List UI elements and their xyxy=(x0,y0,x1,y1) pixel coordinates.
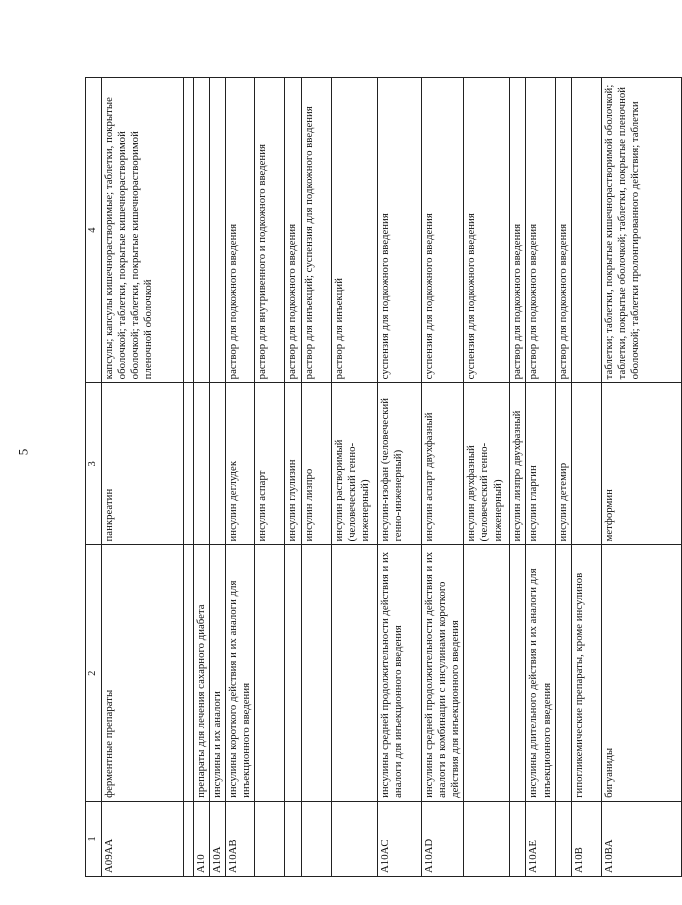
table-row xyxy=(421,78,464,877)
cell-group xyxy=(183,545,193,801)
cell-code xyxy=(285,801,301,876)
cell-name: панкреатин xyxy=(101,383,183,545)
table-row xyxy=(193,78,209,877)
drug-table-sheet xyxy=(85,77,642,877)
cell-name xyxy=(571,383,601,545)
table-row xyxy=(255,78,285,877)
cell-code: A10A xyxy=(209,801,225,876)
cell-group xyxy=(464,545,510,801)
cell-code: A09AA xyxy=(101,801,183,876)
cell-code xyxy=(331,801,377,876)
cell-code: A10AD xyxy=(421,801,464,876)
cell-name xyxy=(209,383,225,545)
cell-form: суспензия для подкожного введения xyxy=(421,78,464,383)
cell-form: раствор для внутривенного и подкожного введения xyxy=(255,78,285,383)
cell-group xyxy=(510,545,526,801)
cell-name: инсулин детемир xyxy=(555,383,571,545)
table-row xyxy=(377,78,421,877)
table-row xyxy=(285,78,301,877)
cell-name: инсулин гларгин xyxy=(526,383,555,545)
cell-form: таблетки; таблетки, покрытые кишечнорастворимой оболочкой; таблетки, покрытые оболочкой; таблетки, покрытые пленочной оболочкой; таблетки пролонгированного действия; таблетки xyxy=(601,78,681,383)
cell-group: инсулины короткого действия и их аналоги для инъекционного введения xyxy=(226,545,255,801)
cell-code xyxy=(301,801,331,876)
cell-name: инсулин растворимый (человеческий генно-инженерный) xyxy=(331,383,377,545)
table-row xyxy=(301,78,331,877)
cell-form: суспензия для подкожного введения xyxy=(377,78,421,383)
cell-code: A10BA xyxy=(601,801,681,876)
cell-name: инсулин лизпро xyxy=(301,383,331,545)
cell-name: инсулин глулизин xyxy=(285,383,301,545)
cell-code xyxy=(510,801,526,876)
table-row xyxy=(209,78,225,877)
cell-group: инсулины длительного действия и их аналоги для инъекционного введения xyxy=(526,545,555,801)
cell-name xyxy=(183,383,193,545)
cell-form: раствор для инъекций xyxy=(331,78,377,383)
cell-form: раствор для подкожного введения xyxy=(510,78,526,383)
table-row xyxy=(571,78,601,877)
table-row xyxy=(331,78,377,877)
cell-form: суспензия для подкожного введения xyxy=(464,78,510,383)
drug-table xyxy=(85,77,682,877)
cell-code xyxy=(464,801,510,876)
cell-group: гипогликемические препараты, кроме инсулинов xyxy=(571,545,601,801)
table-header-row xyxy=(86,78,102,877)
cell-form: раствор для подкожного введения xyxy=(555,78,571,383)
cell-group: инсулины средней продолжительности действия и их аналоги в комбинации с инсулинами короткого действия для инъекционного введения xyxy=(421,545,464,801)
cell-code xyxy=(555,801,571,876)
cell-code xyxy=(255,801,285,876)
cell-name: инсулин деглудек xyxy=(226,383,255,545)
column-header: 4 xyxy=(86,78,102,383)
cell-code: A10AE xyxy=(526,801,555,876)
table-row xyxy=(601,78,681,877)
table-row xyxy=(183,78,193,877)
cell-name: инсулин двухфазный (человеческий генно-инженерный) xyxy=(464,383,510,545)
cell-group xyxy=(555,545,571,801)
cell-group xyxy=(331,545,377,801)
cell-code: A10B xyxy=(571,801,601,876)
cell-name: метформин xyxy=(601,383,681,545)
cell-code xyxy=(183,801,193,876)
cell-group: ферментные препараты xyxy=(101,545,183,801)
table-row xyxy=(464,78,510,877)
cell-form: раствор для подкожного введения xyxy=(285,78,301,383)
cell-code: A10 xyxy=(193,801,209,876)
cell-form: раствор для инъекций; суспензия для подкожного введения xyxy=(301,78,331,383)
column-header: 3 xyxy=(86,383,102,545)
cell-code: A10AC xyxy=(377,801,421,876)
cell-form xyxy=(193,78,209,383)
cell-form xyxy=(571,78,601,383)
cell-group: препараты для лечения сахарного диабета xyxy=(193,545,209,801)
column-header: 2 xyxy=(86,545,102,801)
cell-form xyxy=(183,78,193,383)
table-row xyxy=(226,78,255,877)
page-number: 5 xyxy=(15,448,31,456)
cell-group: инсулины средней продолжительности действия и их аналоги для инъекционного введения xyxy=(377,545,421,801)
cell-name: инсулин аспарт xyxy=(255,383,285,545)
table-row xyxy=(101,78,183,877)
cell-form xyxy=(209,78,225,383)
cell-form: капсулы; капсулы кишечнорастворимые; таблетки, покрытые оболочкой; таблетки, покрытые кишечнорастворимой оболочкой; таблетки, покрытые кишечнорастворимой пленочной оболочкой xyxy=(101,78,183,383)
cell-group: бигуаниды xyxy=(601,545,681,801)
cell-name: инсулин аспарт двухфазный xyxy=(421,383,464,545)
cell-name: инсулин лизпро двухфазный xyxy=(510,383,526,545)
column-header: 1 xyxy=(86,801,102,876)
table-row xyxy=(555,78,571,877)
cell-form: раствор для подкожного введения xyxy=(226,78,255,383)
cell-form: раствор для подкожного введения xyxy=(526,78,555,383)
cell-name xyxy=(193,383,209,545)
cell-code: A10AB xyxy=(226,801,255,876)
cell-group xyxy=(255,545,285,801)
cell-name: инсулин-изофан (человеческий генно-инженерный) xyxy=(377,383,421,545)
table-row xyxy=(510,78,526,877)
table-row xyxy=(526,78,555,877)
cell-group xyxy=(301,545,331,801)
cell-group: инсулины и их аналоги xyxy=(209,545,225,801)
cell-group xyxy=(285,545,301,801)
